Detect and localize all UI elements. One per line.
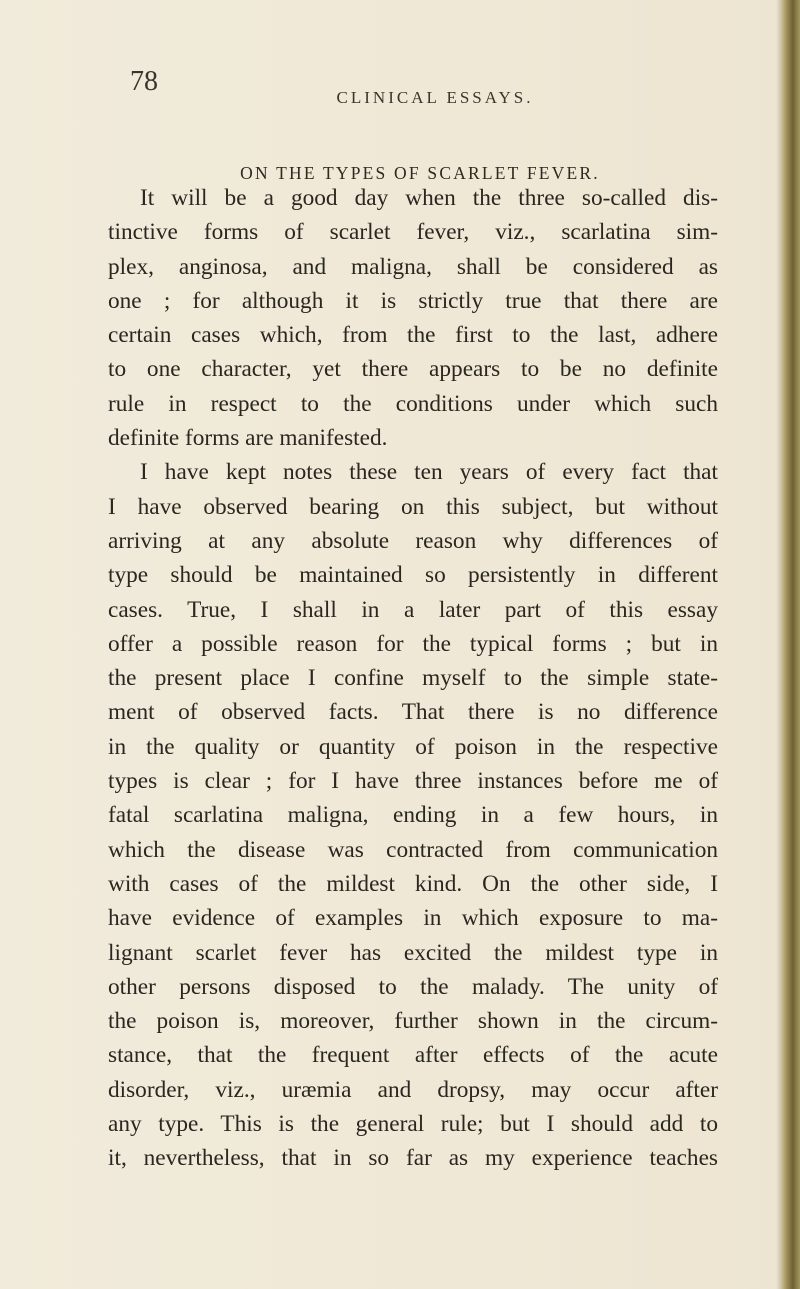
text-line: the poison is, moreover, further shown in the circum- xyxy=(108,1008,718,1035)
text-line: one ; for although it is strictly true that there are xyxy=(108,287,718,314)
text-line: rule in respect to the conditions under which such xyxy=(108,390,718,417)
text-line: stance, that the frequent after effects of the acute xyxy=(108,1042,718,1069)
text-line: tinctive forms of scarlet fever, viz., scarlatina sim- xyxy=(108,219,718,246)
text-line: ment of observed facts. That there is no difference xyxy=(108,699,718,726)
text-line: certain cases which, from the first to the last, adhere xyxy=(108,322,718,349)
text-line: It will be a good day when the three so-called dis- xyxy=(140,185,718,211)
text-line: have evidence of examples in which exposure to ma- xyxy=(108,905,718,932)
text-line: fatal scarlatina maligna, ending in a few hours, in xyxy=(108,802,718,829)
text-line: it, nevertheless, that in so far as my experience teaches xyxy=(108,1145,718,1172)
body-text xyxy=(108,181,718,1176)
text-line: other persons disposed to the malady. The unity of xyxy=(108,973,718,1000)
text-line: I have kept notes these ten years of every fact that xyxy=(140,459,718,486)
text-line: definite forms are manifested. xyxy=(108,425,388,452)
page-number: 78 xyxy=(130,66,158,97)
page-edge xyxy=(782,0,800,1289)
text-line: types is clear ; for I have three instances before me of xyxy=(108,768,718,795)
text-line: arriving at any absolute reason why differences of xyxy=(108,527,718,554)
text-line: which the disease was contracted from communication xyxy=(108,836,718,863)
text-line: offer a possible reason for the typical forms ; but in xyxy=(108,630,718,657)
text-line: any type. This is the general rule; but I should add to xyxy=(108,1111,718,1138)
running-head: CLINICAL ESSAYS. xyxy=(336,88,534,107)
text-line: with cases of the mildest kind. On the other side, I xyxy=(108,870,718,897)
text-line: lignant scarlet fever has excited the mildest type in xyxy=(108,939,718,966)
section-title: ON THE TYPES OF SCARLET FEVER. xyxy=(240,163,600,183)
text-line: in the quality or quantity of poison in the respective xyxy=(108,733,718,760)
text-line: I have observed bearing on this subject, but without xyxy=(108,493,718,520)
text-line: the present place I confine myself to the simple state- xyxy=(108,665,718,692)
text-line: cases. True, I shall in a later part of this essay xyxy=(108,596,718,623)
text-line: to one character, yet there appears to be no definite xyxy=(108,356,718,383)
text-line: disorder, viz., uræmia and dropsy, may occur after xyxy=(108,1076,718,1103)
text-line: type should be maintained so persistently in different xyxy=(108,562,718,589)
text-line: plex, anginosa, and maligna, shall be considered as xyxy=(108,253,718,280)
